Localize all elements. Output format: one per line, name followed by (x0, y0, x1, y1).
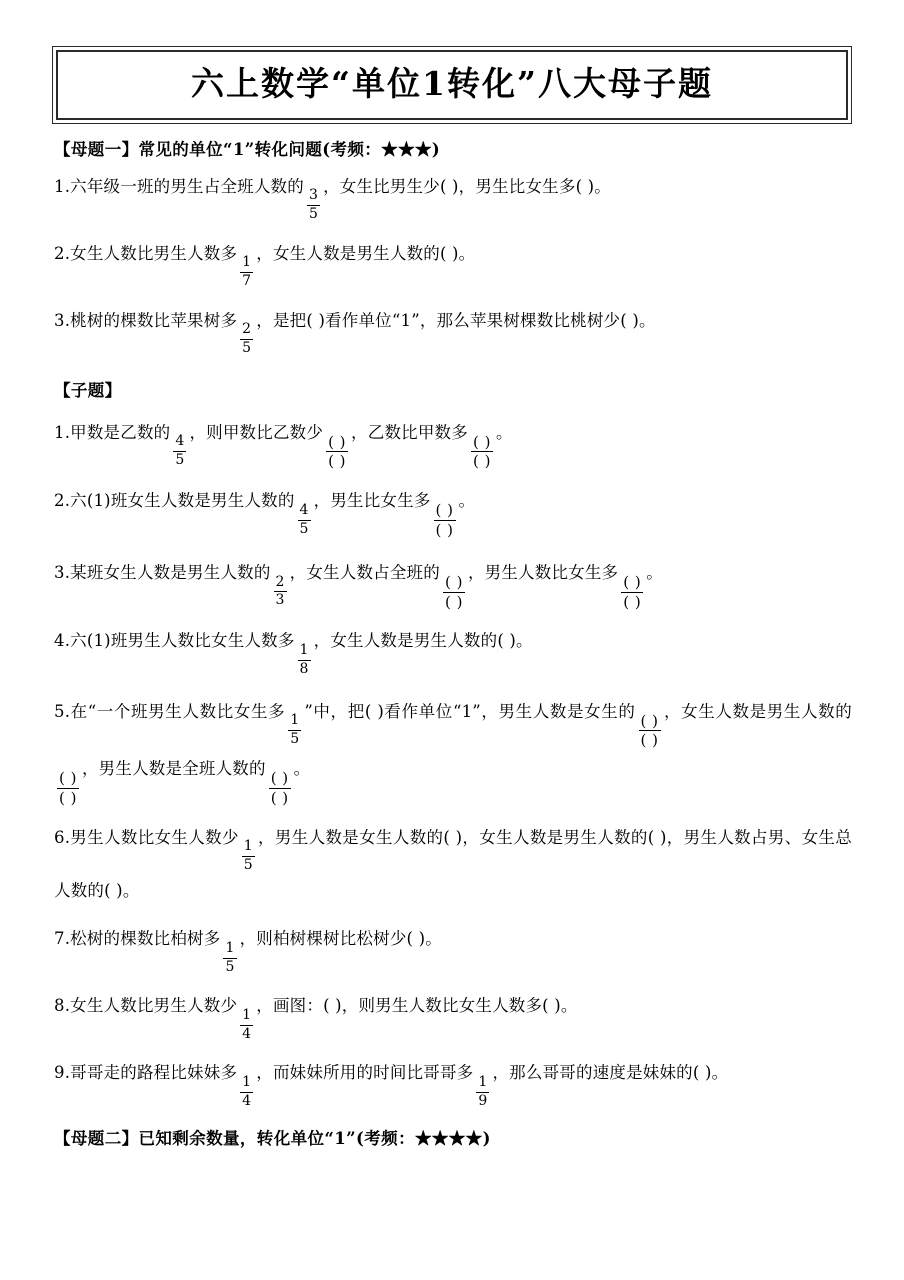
question-text: ，男生人数是全班人数的 (81, 759, 266, 779)
question-item (54, 170, 852, 223)
fraction-numerator: 2 (240, 322, 253, 340)
fraction-denominator: ( ) (444, 592, 463, 611)
fraction-denominator: ( ) (328, 452, 347, 471)
fraction (240, 255, 253, 289)
fraction-numerator: 1 (298, 643, 311, 661)
fraction-numerator: 1 (223, 941, 236, 959)
question-item (54, 821, 852, 909)
fraction-numerator: ( ) (270, 769, 289, 788)
fraction (326, 434, 348, 471)
question-text: ，女生人数是男生人数的( )。 (313, 631, 533, 651)
fraction-numerator: 1 (240, 255, 253, 273)
question-text: 8.女生人数比男生人数少 (54, 996, 238, 1016)
fraction (269, 770, 291, 807)
question-item (54, 692, 852, 807)
question-text: ，是把( )看作单位“1”，那么苹果树棵数比桃树少( )。 (256, 310, 656, 330)
fraction-numerator: 1 (476, 1075, 489, 1093)
fraction-denominator: ( ) (59, 788, 77, 807)
question-text: 2.六(1)班女生人数是男生人数的 (54, 491, 295, 511)
question-text: 5.在“一个班男生人数比女生多 (54, 701, 286, 721)
fraction (621, 574, 643, 611)
fraction (240, 322, 253, 356)
fraction-denominator: 5 (242, 340, 252, 357)
question-text: ，那么哥哥的速度是妹妹的( )。 (492, 1063, 729, 1083)
question-item (54, 484, 852, 539)
fraction (298, 503, 311, 537)
question-text: ，而妹妹所用的时间比哥哥多 (256, 1063, 474, 1083)
fraction (434, 502, 456, 539)
fraction-denominator: 3 (275, 592, 285, 609)
fraction-numerator: ( ) (444, 572, 463, 591)
fraction-numerator: 1 (240, 1075, 253, 1093)
question-text: ，女生比男生少( )，男生比女生多( )。 (323, 176, 612, 196)
fraction-numerator: ( ) (59, 769, 77, 788)
fraction-numerator: ( ) (640, 711, 659, 730)
fraction (173, 434, 186, 468)
fraction-numerator: ( ) (472, 432, 491, 451)
question-item (54, 413, 852, 471)
fraction (242, 839, 255, 873)
title-box (56, 50, 848, 120)
question-text: 1.六年级一班的男生占全班人数的 (54, 176, 304, 196)
question-item (54, 989, 852, 1042)
page-title: 六上数学“单位1转化”八大母子题 (191, 64, 713, 103)
fraction (288, 713, 301, 747)
fraction-denominator: 9 (478, 1092, 488, 1109)
fraction (476, 1075, 489, 1109)
fraction-denominator: 4 (242, 1092, 252, 1109)
fraction-denominator: 4 (242, 1025, 252, 1042)
fraction-numerator: 3 (307, 188, 320, 206)
question-text: 9.哥哥走的路程比妹妹多 (54, 1063, 238, 1083)
question-text: ，则甲数比乙数少 (189, 422, 324, 442)
question-item (54, 624, 852, 677)
fraction (639, 713, 661, 750)
question-text: 2.女生人数比男生人数多 (54, 243, 238, 263)
fraction (307, 188, 320, 222)
fraction (443, 574, 465, 611)
fraction-denominator: ( ) (472, 452, 491, 471)
question-text: 6.男生人数比女生人数少 (54, 827, 239, 847)
fraction-denominator: 5 (290, 730, 300, 747)
fraction-denominator: 8 (299, 660, 309, 677)
fraction (471, 434, 493, 471)
fraction-numerator: 2 (274, 575, 287, 593)
question-text: 。 (646, 562, 663, 582)
question-text: 7.松树的棵数比柏树多 (54, 929, 221, 949)
fraction-denominator: ( ) (270, 788, 289, 807)
question-text: ，女生人数是男生人数的 (663, 701, 852, 721)
section-heading: 【子题】 (54, 380, 122, 400)
question-text: 。 (495, 422, 513, 442)
question-text: ”中，把( )看作单位“1”，男生人数是女生的 (304, 701, 636, 721)
fraction-denominator: ( ) (623, 592, 642, 611)
fraction (240, 1075, 253, 1109)
fraction-numerator: ( ) (435, 501, 454, 520)
question-text: ，则柏树棵树比松树少( )。 (239, 929, 442, 949)
fraction (240, 1008, 253, 1042)
question-text: ，男生人数比女生多 (467, 562, 619, 582)
fraction (223, 941, 236, 975)
fraction-denominator: 5 (299, 520, 309, 537)
question-text: ，女生人数占全班的 (289, 562, 440, 582)
question-text: ，女生人数是男生人数的( )。 (256, 243, 476, 263)
question-text: 3.某班女生人数是男生人数的 (54, 562, 271, 582)
question-text: ，男生人数是女生人数的( )，女生人数是男生人数的( )，男生人数占男、女生总人数的( )。 (54, 827, 852, 900)
fraction (57, 770, 79, 807)
fraction-numerator: 1 (242, 839, 255, 857)
fraction-denominator: 5 (308, 205, 319, 222)
fraction-denominator: 5 (225, 958, 235, 975)
fraction-denominator: 5 (175, 452, 185, 469)
question-text: 。 (293, 759, 311, 779)
fraction-denominator: ( ) (435, 521, 454, 540)
question-text: 1.甲数是乙数的 (54, 422, 171, 442)
question-item (54, 922, 852, 975)
section-heading: 【母题二】已知剩余数量，转化单位“1”(考频：★★★★) (54, 1129, 491, 1149)
question-item (54, 1056, 852, 1109)
fraction-numerator: ( ) (328, 432, 347, 451)
fraction-numerator: 4 (298, 503, 311, 521)
section-heading: 【母题一】常见的单位“1”转化问题(考频：★★★) (54, 139, 441, 159)
question-text: 3.桃树的棵数比苹果树多 (54, 310, 238, 330)
fraction-numerator: 1 (288, 713, 301, 731)
question-text: 。 (458, 491, 476, 511)
fraction-denominator: 5 (243, 857, 253, 874)
question-text: ，乙数比甲数多 (351, 422, 468, 442)
question-item (54, 304, 852, 357)
worksheet-content (52, 136, 852, 1150)
fraction-numerator: 4 (173, 434, 186, 452)
question-item (54, 237, 852, 290)
fraction (298, 643, 311, 677)
question-item (54, 553, 852, 611)
question-text: ，男生比女生多 (313, 491, 431, 511)
question-text: ，画图：( )，则男生人数比女生人数多( )。 (256, 996, 578, 1016)
fraction-denominator: 7 (242, 272, 252, 289)
question-text: 4.六(1)班男生人数比女生人数多 (54, 631, 295, 651)
fraction (274, 575, 287, 609)
fraction-denominator: ( ) (640, 731, 659, 750)
fraction-numerator: ( ) (623, 572, 642, 591)
fraction-numerator: 1 (240, 1008, 253, 1026)
